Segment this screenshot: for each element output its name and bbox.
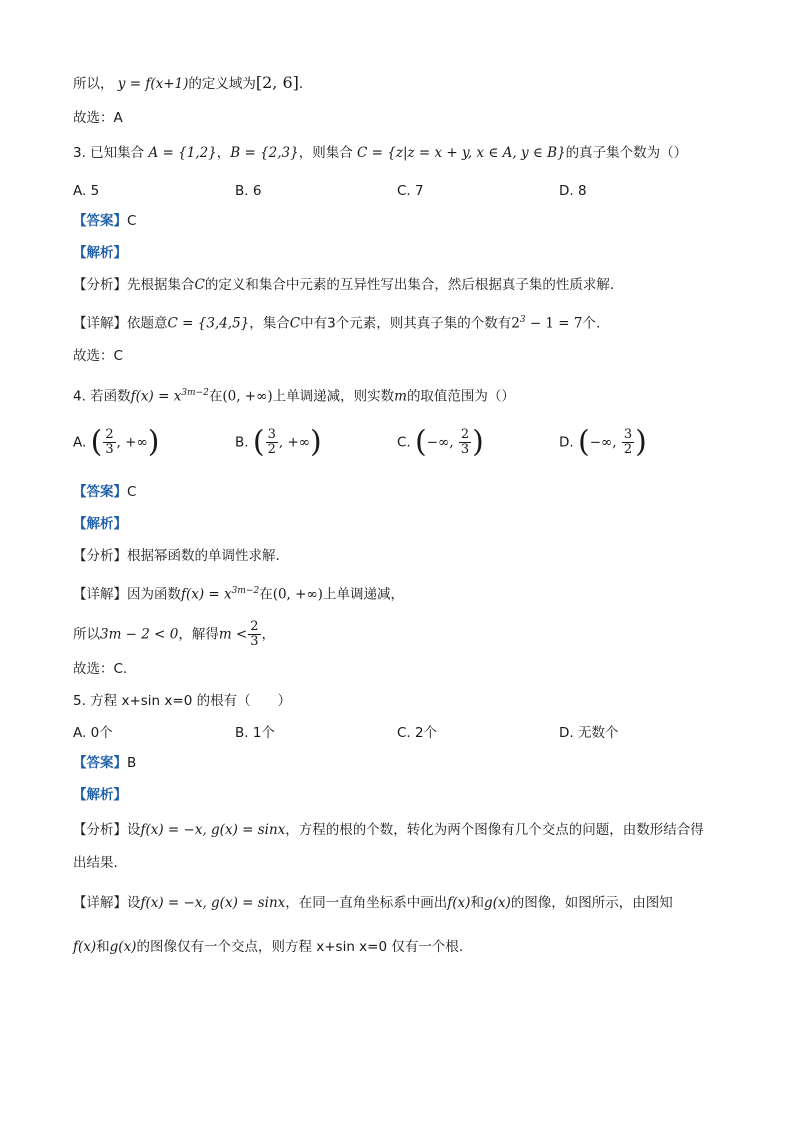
exponent: 3m−2 bbox=[231, 586, 260, 596]
text: ， bbox=[216, 145, 231, 161]
option-c: C. 7 bbox=[397, 183, 424, 199]
option-label: C. bbox=[397, 434, 411, 451]
text: 在 bbox=[208, 388, 223, 405]
analysis-heading bbox=[73, 513, 734, 535]
math-expr: , +∞ bbox=[278, 434, 310, 451]
option-a bbox=[73, 424, 160, 460]
answer-value: C bbox=[127, 213, 137, 229]
exponent: 3m−2 bbox=[181, 388, 209, 398]
fraction: $\frac{2}{3}$ bbox=[250, 619, 259, 649]
math-expr: f(x) = −x, g(x) = sinx bbox=[140, 895, 286, 911]
option-d: D. 无数个 bbox=[559, 725, 619, 741]
text: ， bbox=[261, 626, 276, 643]
text: 的图像仅有一个交点，则方程 x+sin x=0 仅有一个根. bbox=[136, 939, 464, 955]
option-label: B. bbox=[235, 434, 249, 451]
text: ，解得 bbox=[178, 626, 219, 643]
math-expr: g(x) bbox=[109, 939, 137, 955]
text: 在 bbox=[259, 586, 273, 603]
text: ，集合 bbox=[249, 315, 290, 332]
answer-tag: 【答案】 bbox=[73, 484, 127, 500]
text: 依题意 bbox=[127, 315, 168, 332]
math-expr: C = {3,4,5} bbox=[167, 315, 250, 332]
paren-close: ) bbox=[472, 424, 484, 460]
math-expr: 3m − 2 < 0 bbox=[100, 626, 179, 643]
detail-line bbox=[73, 309, 734, 335]
analysis-line bbox=[73, 274, 734, 296]
text: 的定义域为 bbox=[188, 76, 256, 92]
exponent: 3 bbox=[519, 315, 526, 325]
option-c bbox=[397, 424, 484, 460]
answer-tag: 【答案】 bbox=[73, 213, 127, 229]
math-expr: f(x) = x bbox=[130, 388, 182, 405]
fenxi-tag: 【分析】 bbox=[73, 822, 127, 838]
option-d: D. 8 bbox=[559, 183, 587, 199]
answer-line bbox=[73, 481, 734, 503]
text: 先根据集合 bbox=[127, 277, 195, 293]
fenxi-tag: 【分析】 bbox=[73, 277, 127, 293]
fraction: $\frac{3}{2}$ bbox=[267, 427, 276, 457]
analysis-line bbox=[73, 819, 734, 841]
text: 设 bbox=[127, 895, 141, 911]
math-var: m bbox=[394, 388, 407, 405]
text: ，在同一直角坐标系中画出 bbox=[285, 895, 448, 911]
math-expr: C bbox=[289, 315, 301, 332]
math-expr: 2 bbox=[511, 315, 520, 332]
answer-choice: 故选：C. bbox=[73, 661, 128, 677]
fraction: $\frac{2}{3}$ bbox=[105, 427, 114, 457]
analysis-heading bbox=[73, 242, 734, 264]
math-expr: C bbox=[194, 277, 205, 293]
xiangjie-tag: 【详解】 bbox=[73, 315, 127, 332]
text: 和 bbox=[96, 939, 110, 955]
text: 的图像，如图所示，由图知 bbox=[510, 895, 673, 911]
detail-line-cont bbox=[73, 936, 734, 958]
text: . bbox=[298, 76, 304, 92]
fraction: $\frac{2}{3}$ bbox=[460, 427, 470, 457]
xiangjie-tag: 【详解】 bbox=[73, 895, 127, 911]
text: 的取值范围为（） bbox=[406, 388, 515, 405]
math-expr: m < bbox=[218, 626, 248, 643]
option-c: C. 2个 bbox=[397, 725, 438, 741]
paren-open: ( bbox=[252, 424, 265, 460]
option-b bbox=[235, 424, 322, 460]
text: 3. 已知集合 bbox=[73, 145, 149, 161]
option-a: A. 0个 bbox=[73, 725, 113, 741]
analysis-tag: 【解析】 bbox=[73, 245, 127, 261]
text: 所以， bbox=[73, 76, 114, 92]
paren-close: ) bbox=[635, 424, 647, 460]
answer-value: B bbox=[127, 755, 137, 771]
math-expr: [2, 6] bbox=[255, 73, 299, 92]
analysis-line-cont: 出结果. bbox=[73, 855, 118, 871]
math-expr: (0, +∞) bbox=[222, 388, 273, 405]
math-expr: , +∞ bbox=[116, 434, 148, 451]
question-3 bbox=[73, 142, 734, 164]
analysis-tag: 【解析】 bbox=[73, 787, 127, 803]
math-expr: (0, +∞) bbox=[272, 586, 323, 603]
math-expr: −∞, bbox=[589, 434, 621, 451]
text: 的真子集个数为（） bbox=[565, 145, 688, 161]
paren-close: ) bbox=[310, 424, 322, 460]
paren-open: ( bbox=[415, 424, 427, 460]
analysis-tag: 【解析】 bbox=[73, 516, 127, 532]
math-expr: f(x) bbox=[447, 895, 471, 911]
math-expr: B = {2,3} bbox=[230, 145, 299, 161]
option-label: D. bbox=[559, 434, 574, 451]
fraction: $\frac{3}{2}$ bbox=[623, 427, 633, 457]
answer-choice: 故选：C bbox=[73, 348, 123, 364]
paren-close: ) bbox=[147, 424, 160, 460]
text: 因为函数 bbox=[127, 586, 181, 603]
conclusion-line bbox=[73, 72, 734, 95]
detail-line bbox=[73, 580, 734, 606]
option-b: B. 1个 bbox=[235, 725, 275, 741]
option-a: A. 5 bbox=[73, 183, 100, 199]
paren-open: ( bbox=[90, 424, 103, 460]
text: ，方程的根的个数，转化为两个图像有几个交点的问题，由数形结合得 bbox=[285, 822, 704, 838]
answer-line bbox=[73, 210, 734, 232]
xiangjie-tag: 【详解】 bbox=[73, 586, 127, 603]
text: 根据幂函数的单调性求解. bbox=[127, 548, 280, 564]
math-expr: −∞, bbox=[426, 434, 458, 451]
math-expr: A = {1,2} bbox=[148, 145, 217, 161]
option-d bbox=[559, 424, 647, 460]
answer-line bbox=[73, 752, 734, 774]
math-expr: g(x) bbox=[483, 895, 511, 911]
text: 的定义和集合中元素的互异性写出集合，然后根据真子集的性质求解. bbox=[204, 277, 615, 293]
math-expr: f(x) = x bbox=[181, 586, 232, 603]
math-expr: y = f(x+1) bbox=[117, 76, 189, 92]
answer-value: C bbox=[127, 484, 137, 500]
text: 所以 bbox=[73, 626, 100, 643]
answer-choice: 故选：A bbox=[73, 110, 123, 126]
option-b: B. 6 bbox=[235, 183, 262, 199]
text: 和 bbox=[470, 895, 484, 911]
text: 个. bbox=[582, 315, 601, 332]
text: ，则集合 bbox=[298, 145, 358, 161]
analysis-heading bbox=[73, 784, 734, 806]
answer-tag: 【答案】 bbox=[73, 755, 127, 771]
paren-open: ( bbox=[577, 424, 590, 460]
text: 上单调递减，则实数 bbox=[272, 388, 395, 405]
fenxi-tag: 【分析】 bbox=[73, 548, 127, 564]
question-5: 5. 方程 x+sin x=0 的根有（ ） bbox=[73, 693, 292, 709]
text: 上单调递减， bbox=[322, 586, 404, 603]
detail-line bbox=[73, 892, 734, 914]
text: 设 bbox=[127, 822, 141, 838]
text: 4. 若函数 bbox=[73, 388, 131, 405]
detail-line bbox=[73, 620, 734, 649]
question-4 bbox=[73, 382, 734, 408]
math-expr: C = {z|z = x + y, x ∈ A, y ∈ B} bbox=[357, 145, 566, 161]
math-expr: f(x) bbox=[73, 939, 97, 955]
math-expr: f(x) = −x, g(x) = sinx bbox=[140, 822, 286, 838]
option-label: A. bbox=[73, 434, 87, 451]
text: 中有3个元素，则其真子集的个数有 bbox=[300, 315, 512, 332]
analysis-line bbox=[73, 545, 734, 567]
math-expr: − 1 = 7 bbox=[525, 315, 583, 332]
